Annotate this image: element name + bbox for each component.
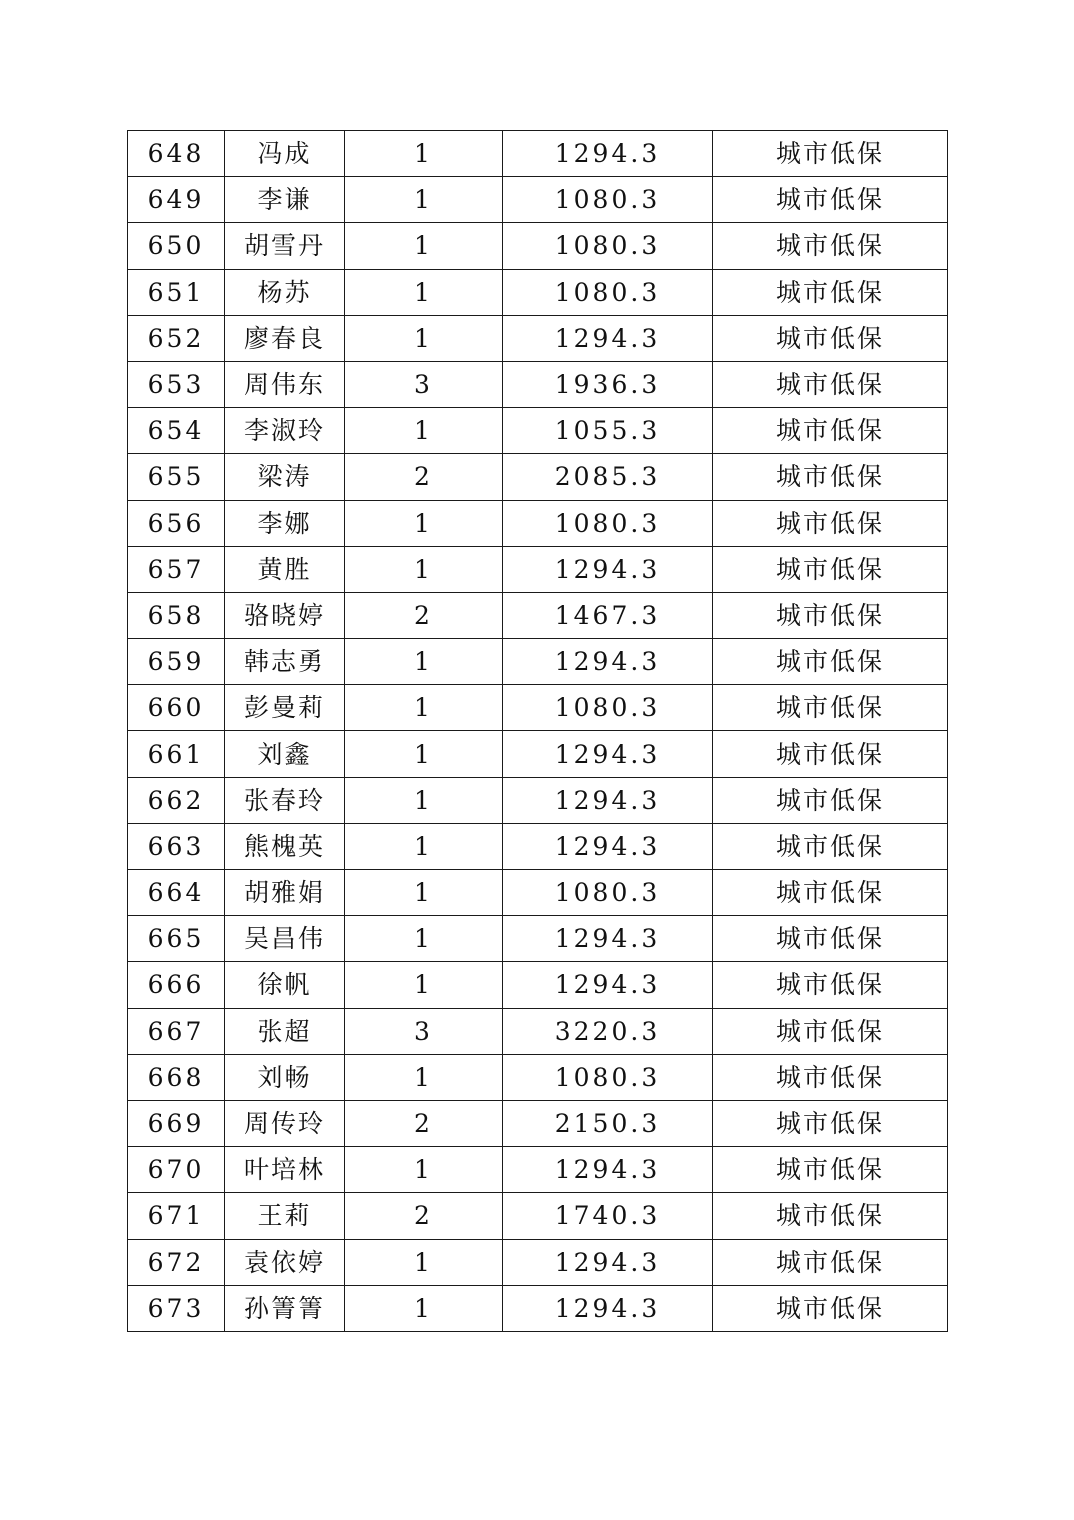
table-row — [128, 1054, 948, 1100]
amount-cell: 1080.3 — [503, 223, 713, 269]
serial-number-cell: 651 — [128, 269, 225, 315]
household-size-cell: 1 — [345, 223, 503, 269]
assistance-type-cell: 城市低保 — [713, 1239, 948, 1285]
table-row — [128, 1100, 948, 1146]
amount-cell: 1294.3 — [503, 916, 713, 962]
amount-cell: 1294.3 — [503, 546, 713, 592]
assistance-type-cell: 城市低保 — [713, 454, 948, 500]
serial-number-cell: 655 — [128, 454, 225, 500]
serial-number-cell: 657 — [128, 546, 225, 592]
name-cell: 骆晓婷 — [225, 592, 345, 638]
amount-cell: 3220.3 — [503, 1008, 713, 1054]
table-row — [128, 223, 948, 269]
table-row — [128, 685, 948, 731]
household-size-cell: 1 — [345, 177, 503, 223]
assistance-type-cell: 城市低保 — [713, 639, 948, 685]
serial-number-cell: 663 — [128, 823, 225, 869]
serial-number-cell: 673 — [128, 1285, 225, 1331]
serial-number-cell: 671 — [128, 1193, 225, 1239]
household-size-cell: 1 — [345, 315, 503, 361]
serial-number-cell: 666 — [128, 962, 225, 1008]
name-cell: 熊槐英 — [225, 823, 345, 869]
assistance-type-cell: 城市低保 — [713, 777, 948, 823]
amount-cell: 1294.3 — [503, 315, 713, 361]
name-cell: 王莉 — [225, 1193, 345, 1239]
name-cell: 吴昌伟 — [225, 916, 345, 962]
table-row — [128, 731, 948, 777]
assistance-type-cell: 城市低保 — [713, 731, 948, 777]
name-cell: 胡雅娟 — [225, 870, 345, 916]
household-size-cell: 1 — [345, 823, 503, 869]
serial-number-cell: 654 — [128, 408, 225, 454]
name-cell: 梁涛 — [225, 454, 345, 500]
amount-cell: 1055.3 — [503, 408, 713, 454]
household-size-cell: 1 — [345, 1147, 503, 1193]
name-cell: 周传玲 — [225, 1100, 345, 1146]
serial-number-cell: 668 — [128, 1054, 225, 1100]
name-cell: 袁依婷 — [225, 1239, 345, 1285]
name-cell: 叶培林 — [225, 1147, 345, 1193]
assistance-type-cell: 城市低保 — [713, 223, 948, 269]
amount-cell: 1294.3 — [503, 731, 713, 777]
table-row — [128, 408, 948, 454]
table-row — [128, 269, 948, 315]
serial-number-cell: 667 — [128, 1008, 225, 1054]
assistance-type-cell: 城市低保 — [713, 962, 948, 1008]
name-cell: 刘鑫 — [225, 731, 345, 777]
assistance-type-cell: 城市低保 — [713, 408, 948, 454]
serial-number-cell: 648 — [128, 131, 225, 177]
assistance-type-cell: 城市低保 — [713, 1193, 948, 1239]
name-cell: 彭曼莉 — [225, 685, 345, 731]
serial-number-cell: 656 — [128, 500, 225, 546]
amount-cell: 2150.3 — [503, 1100, 713, 1146]
amount-cell: 1080.3 — [503, 177, 713, 223]
amount-cell: 1294.3 — [503, 1285, 713, 1331]
serial-number-cell: 662 — [128, 777, 225, 823]
name-cell: 冯成 — [225, 131, 345, 177]
serial-number-cell: 653 — [128, 361, 225, 407]
household-size-cell: 1 — [345, 870, 503, 916]
table-row — [128, 639, 948, 685]
serial-number-cell: 649 — [128, 177, 225, 223]
table-row — [128, 315, 948, 361]
name-cell: 李淑玲 — [225, 408, 345, 454]
serial-number-cell: 669 — [128, 1100, 225, 1146]
household-size-cell: 2 — [345, 1193, 503, 1239]
serial-number-cell: 658 — [128, 592, 225, 638]
assistance-type-cell: 城市低保 — [713, 592, 948, 638]
table-row — [128, 1193, 948, 1239]
amount-cell: 1740.3 — [503, 1193, 713, 1239]
amount-cell: 1294.3 — [503, 962, 713, 1008]
serial-number-cell: 661 — [128, 731, 225, 777]
amount-cell: 1294.3 — [503, 1147, 713, 1193]
table-row — [128, 1147, 948, 1193]
name-cell: 杨苏 — [225, 269, 345, 315]
name-cell: 周伟东 — [225, 361, 345, 407]
household-size-cell: 1 — [345, 962, 503, 1008]
household-size-cell: 1 — [345, 916, 503, 962]
amount-cell: 1294.3 — [503, 639, 713, 685]
amount-cell: 1294.3 — [503, 777, 713, 823]
amount-cell: 1080.3 — [503, 500, 713, 546]
name-cell: 胡雪丹 — [225, 223, 345, 269]
assistance-type-cell: 城市低保 — [713, 870, 948, 916]
amount-cell: 1294.3 — [503, 131, 713, 177]
amount-cell: 1080.3 — [503, 685, 713, 731]
table-row — [128, 1008, 948, 1054]
assistance-type-cell: 城市低保 — [713, 361, 948, 407]
table-row — [128, 870, 948, 916]
household-size-cell: 2 — [345, 1100, 503, 1146]
assistance-type-cell: 城市低保 — [713, 1285, 948, 1331]
amount-cell: 1080.3 — [503, 1054, 713, 1100]
amount-cell: 2085.3 — [503, 454, 713, 500]
table-row — [128, 177, 948, 223]
household-size-cell: 1 — [345, 269, 503, 315]
household-size-cell: 2 — [345, 454, 503, 500]
name-cell: 李娜 — [225, 500, 345, 546]
name-cell: 韩志勇 — [225, 639, 345, 685]
serial-number-cell: 659 — [128, 639, 225, 685]
table-body — [128, 131, 948, 1332]
household-size-cell: 1 — [345, 1239, 503, 1285]
household-size-cell: 3 — [345, 1008, 503, 1054]
amount-cell: 1080.3 — [503, 269, 713, 315]
table-row — [128, 1285, 948, 1331]
assistance-type-cell: 城市低保 — [713, 546, 948, 592]
assistance-type-cell: 城市低保 — [713, 1008, 948, 1054]
assistance-type-cell: 城市低保 — [713, 315, 948, 361]
household-size-cell: 2 — [345, 592, 503, 638]
serial-number-cell: 652 — [128, 315, 225, 361]
name-cell: 黄胜 — [225, 546, 345, 592]
table-row — [128, 962, 948, 1008]
household-size-cell: 1 — [345, 131, 503, 177]
name-cell: 李谦 — [225, 177, 345, 223]
assistance-type-cell: 城市低保 — [713, 1147, 948, 1193]
table-row — [128, 916, 948, 962]
table-row — [128, 454, 948, 500]
assistance-type-cell: 城市低保 — [713, 500, 948, 546]
household-size-cell: 1 — [345, 685, 503, 731]
table-row — [128, 361, 948, 407]
table-row — [128, 592, 948, 638]
serial-number-cell: 672 — [128, 1239, 225, 1285]
serial-number-cell: 670 — [128, 1147, 225, 1193]
household-size-cell: 1 — [345, 639, 503, 685]
amount-cell: 1936.3 — [503, 361, 713, 407]
table-row — [128, 131, 948, 177]
table-row — [128, 500, 948, 546]
serial-number-cell: 660 — [128, 685, 225, 731]
amount-cell: 1294.3 — [503, 823, 713, 869]
name-cell: 张春玲 — [225, 777, 345, 823]
name-cell: 刘畅 — [225, 1054, 345, 1100]
assistance-type-cell: 城市低保 — [713, 685, 948, 731]
assistance-type-cell: 城市低保 — [713, 131, 948, 177]
beneficiary-table — [127, 130, 948, 1332]
table-row — [128, 1239, 948, 1285]
assistance-type-cell: 城市低保 — [713, 823, 948, 869]
table-row — [128, 546, 948, 592]
household-size-cell: 1 — [345, 500, 503, 546]
household-size-cell: 1 — [345, 546, 503, 592]
name-cell: 廖春良 — [225, 315, 345, 361]
serial-number-cell: 665 — [128, 916, 225, 962]
name-cell: 徐帆 — [225, 962, 345, 1008]
assistance-type-cell: 城市低保 — [713, 1100, 948, 1146]
household-size-cell: 3 — [345, 361, 503, 407]
assistance-type-cell: 城市低保 — [713, 177, 948, 223]
amount-cell: 1467.3 — [503, 592, 713, 638]
assistance-type-cell: 城市低保 — [713, 916, 948, 962]
assistance-type-cell: 城市低保 — [713, 269, 948, 315]
name-cell: 孙箐箐 — [225, 1285, 345, 1331]
name-cell: 张超 — [225, 1008, 345, 1054]
amount-cell: 1294.3 — [503, 1239, 713, 1285]
household-size-cell: 1 — [345, 777, 503, 823]
table-row — [128, 823, 948, 869]
serial-number-cell: 650 — [128, 223, 225, 269]
household-size-cell: 1 — [345, 1054, 503, 1100]
household-size-cell: 1 — [345, 408, 503, 454]
assistance-type-cell: 城市低保 — [713, 1054, 948, 1100]
household-size-cell: 1 — [345, 1285, 503, 1331]
household-size-cell: 1 — [345, 731, 503, 777]
amount-cell: 1080.3 — [503, 870, 713, 916]
serial-number-cell: 664 — [128, 870, 225, 916]
table-row — [128, 777, 948, 823]
